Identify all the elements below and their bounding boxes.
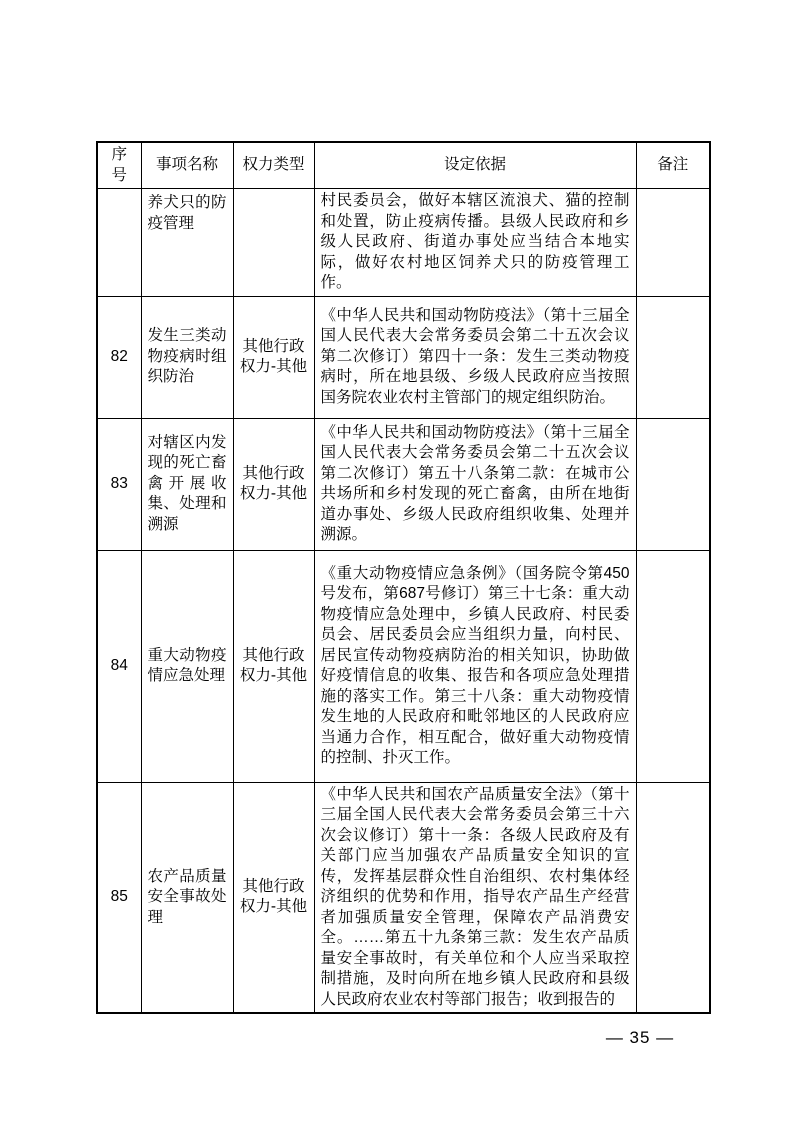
column-header-power-type: 权力类型 bbox=[233, 142, 314, 189]
cell-basis-text: 村民委员会，做好本辖区流浪犬、猫的控制和处置，防止疫病传播。县级人民政府和乡级人民政府、街道办事处应当结合本地实际，做好农村地区饲养犬只的防疫管理工作。 bbox=[314, 189, 636, 297]
cell-item-name: 重大动物疫情应急处理 bbox=[141, 550, 233, 782]
cell-seq-number: 82 bbox=[97, 296, 141, 418]
table-row bbox=[97, 418, 710, 550]
cell-basis-text: 《重大动物疫情应急条例》（国务院令第450号发布，第687号修订）第三十七条：重大动物疫情应急处理中，乡镇人民政府、村民委员会、居民委员会应当组织力量，向村民、居民宣传动物疫病防治的相关知识，协助做好疫情信息的收集、报告和各项应急处理措施的落实工作。第三十八条：重大动物疫情发生地的人民政府和毗邻地区的人民政府应当通力合作，相互配合，做好重大动物疫情的控制、扑灭工作。 bbox=[314, 550, 636, 782]
cell-item-name: 发生三类动物疫病时组织防治 bbox=[141, 296, 233, 418]
cell-item-name: 农产品质量安全事故处理 bbox=[141, 782, 233, 1013]
cell-basis-text: 《中华人民共和国农产品质量安全法》（第十三届全国人民代表大会常务委员会第三十六次会议修订）第十一条：各级人民政府及有关部门应当加强农产品质量安全知识的宣传，发挥基层群众性自治组织、农村集体经济组织的优势和作用，指导农产品生产经营者加强质量安全管理，保障农产品消费安全。……第五十九条第三款：发生农产品质量安全事故时，有关单位和个人应当采取控制措施，及时向所在地乡镇人民政府和县级人民政府农业农村等部门报告；收到报告的 bbox=[314, 782, 636, 1013]
column-header-seq: 序号 bbox=[97, 142, 141, 189]
cell-power-type: 其他行政权力-其他 bbox=[233, 418, 314, 550]
cell-seq-number: 83 bbox=[97, 418, 141, 550]
cell-power-type bbox=[233, 189, 314, 297]
cell-power-type: 其他行政权力-其他 bbox=[233, 782, 314, 1013]
cell-seq-number: 85 bbox=[97, 782, 141, 1013]
cell-remark bbox=[636, 782, 710, 1013]
cell-basis-text: 《中华人民共和国动物防疫法》（第十三届全国人民代表大会常务委员会第二十五次会议第二次修订）第五十八条第二款：在城市公共场所和乡村发现的死亡畜禽，由所在地街道办事处、乡级人民政府组织收集、处理并溯源。 bbox=[314, 418, 636, 550]
authority-items-table bbox=[96, 141, 711, 1014]
cell-item-name: 养犬只的防疫管理 bbox=[141, 189, 233, 297]
cell-remark bbox=[636, 418, 710, 550]
table-row bbox=[97, 550, 710, 782]
cell-seq-number: 84 bbox=[97, 550, 141, 782]
table-row bbox=[97, 296, 710, 418]
column-header-basis: 设定依据 bbox=[314, 142, 636, 189]
column-header-item-name: 事项名称 bbox=[141, 142, 233, 189]
cell-remark bbox=[636, 550, 710, 782]
cell-seq-number bbox=[97, 189, 141, 297]
cell-remark bbox=[636, 189, 710, 297]
cell-power-type: 其他行政权力-其他 bbox=[233, 550, 314, 782]
cell-item-name: 对辖区内发现的死亡畜禽开展收集、处理和溯源 bbox=[141, 418, 233, 550]
table-header-row bbox=[97, 142, 710, 189]
cell-power-type: 其他行政权力-其他 bbox=[233, 296, 314, 418]
table-row bbox=[97, 189, 710, 297]
page-number: — 35 — bbox=[605, 1028, 675, 1047]
cell-basis-text: 《中华人民共和国动物防疫法》（第十三届全国人民代表大会常务委员会第二十五次会议第二次修订）第四十一条：发生三类动物疫病时，所在地县级、乡级人民政府应当按照国务院农业农村主管部门的规定组织防治。 bbox=[314, 296, 636, 418]
table-row bbox=[97, 782, 710, 1013]
cell-remark bbox=[636, 296, 710, 418]
column-header-remark: 备注 bbox=[636, 142, 710, 189]
